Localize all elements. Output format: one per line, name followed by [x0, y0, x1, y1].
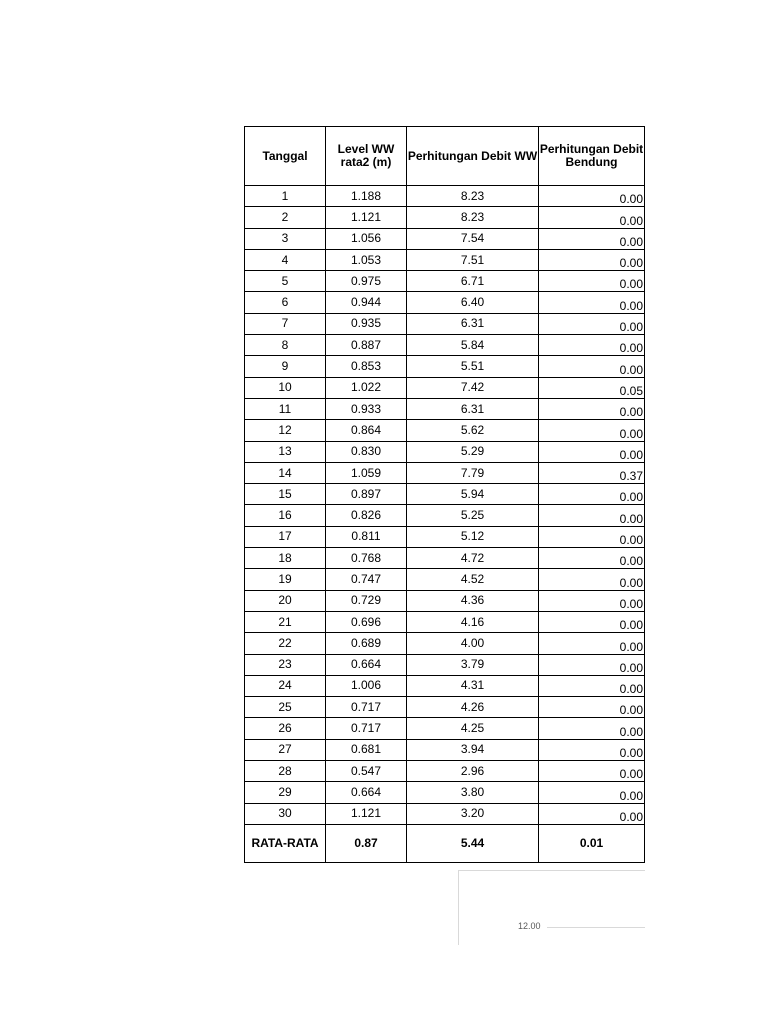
- cell-level-ww: 0.664: [326, 782, 407, 803]
- cell-tanggal: 19: [245, 569, 326, 590]
- cell-tanggal: 28: [245, 761, 326, 782]
- cell-tanggal: 3: [245, 228, 326, 249]
- cell-debit-bendung: 0.00: [539, 249, 645, 270]
- table-row: [245, 782, 645, 803]
- table-row: [245, 356, 645, 377]
- cell-debit-bendung: 0.00: [539, 569, 645, 590]
- cell-debit-bendung: 0.00: [539, 739, 645, 760]
- cell-level-ww: 0.664: [326, 654, 407, 675]
- cell-tanggal: 9: [245, 356, 326, 377]
- table-row: [245, 803, 645, 824]
- cell-debit-bendung: 0.00: [539, 697, 645, 718]
- cell-debit-ww: 4.26: [407, 697, 539, 718]
- table-row: [245, 718, 645, 739]
- cell-tanggal: 5: [245, 271, 326, 292]
- cell-debit-ww: 7.79: [407, 462, 539, 483]
- cell-debit-bendung: 0.00: [539, 505, 645, 526]
- cell-tanggal: 1: [245, 186, 326, 207]
- table-row: [245, 611, 645, 632]
- cell-debit-bendung: 0.00: [539, 271, 645, 292]
- cell-level-ww: 0.689: [326, 633, 407, 654]
- cell-debit-ww: 4.31: [407, 675, 539, 696]
- cell-debit-ww: 6.40: [407, 292, 539, 313]
- average-debit-ww: 5.44: [407, 824, 539, 862]
- cell-debit-ww: 5.29: [407, 441, 539, 462]
- cell-debit-ww: 5.25: [407, 505, 539, 526]
- cell-debit-ww: 7.42: [407, 377, 539, 398]
- cell-tanggal: 26: [245, 718, 326, 739]
- cell-debit-bendung: 0.00: [539, 292, 645, 313]
- cell-level-ww: 0.811: [326, 526, 407, 547]
- cell-tanggal: 8: [245, 335, 326, 356]
- cell-debit-ww: 6.31: [407, 398, 539, 419]
- cell-tanggal: 27: [245, 739, 326, 760]
- average-row: [245, 824, 645, 862]
- cell-debit-bendung: 0.00: [539, 207, 645, 228]
- cell-tanggal: 13: [245, 441, 326, 462]
- cell-debit-bendung: 0.00: [539, 186, 645, 207]
- cell-tanggal: 2: [245, 207, 326, 228]
- cell-debit-bendung: 0.00: [539, 654, 645, 675]
- cell-level-ww: 0.887: [326, 335, 407, 356]
- cell-debit-ww: 3.94: [407, 739, 539, 760]
- table-row: [245, 484, 645, 505]
- cell-tanggal: 15: [245, 484, 326, 505]
- table-row: [245, 654, 645, 675]
- cell-debit-ww: 4.25: [407, 718, 539, 739]
- cell-debit-ww: 8.23: [407, 186, 539, 207]
- cell-debit-ww: 3.80: [407, 782, 539, 803]
- cell-tanggal: 10: [245, 377, 326, 398]
- table-row: [245, 249, 645, 270]
- cell-level-ww: 0.830: [326, 441, 407, 462]
- cell-level-ww: 0.729: [326, 590, 407, 611]
- table-row: [245, 377, 645, 398]
- cell-tanggal: 7: [245, 313, 326, 334]
- cell-debit-ww: 3.20: [407, 803, 539, 824]
- cell-level-ww: 0.935: [326, 313, 407, 334]
- cell-tanggal: 22: [245, 633, 326, 654]
- cell-tanggal: 24: [245, 675, 326, 696]
- cell-debit-ww: 6.71: [407, 271, 539, 292]
- cell-tanggal: 11: [245, 398, 326, 419]
- cell-tanggal: 23: [245, 654, 326, 675]
- cell-debit-ww: 7.51: [407, 249, 539, 270]
- header-debit-ww: Perhitungan Debit WW: [407, 127, 539, 186]
- header-level-ww: Level WW rata2 (m): [326, 127, 407, 186]
- table-row: [245, 335, 645, 356]
- cell-debit-bendung: 0.00: [539, 718, 645, 739]
- cell-debit-ww: 3.79: [407, 654, 539, 675]
- cell-debit-bendung: 0.00: [539, 782, 645, 803]
- cell-debit-ww: 5.94: [407, 484, 539, 505]
- table-row: [245, 633, 645, 654]
- table-row: [245, 398, 645, 419]
- cell-tanggal: 18: [245, 548, 326, 569]
- cell-debit-bendung: 0.00: [539, 313, 645, 334]
- cell-level-ww: 0.897: [326, 484, 407, 505]
- cell-level-ww: 0.717: [326, 697, 407, 718]
- cell-debit-ww: 4.36: [407, 590, 539, 611]
- cell-debit-bendung: 0.00: [539, 420, 645, 441]
- average-level-ww: 0.87: [326, 824, 407, 862]
- chart-y-tick-label: 12.00: [518, 921, 541, 931]
- table-row: [245, 675, 645, 696]
- cell-level-ww: 0.826: [326, 505, 407, 526]
- cell-debit-bendung: 0.37: [539, 462, 645, 483]
- cell-level-ww: 0.768: [326, 548, 407, 569]
- table-row: [245, 420, 645, 441]
- header-row: [245, 127, 645, 186]
- table-row: [245, 207, 645, 228]
- cell-tanggal: 30: [245, 803, 326, 824]
- cell-level-ww: 1.059: [326, 462, 407, 483]
- cell-level-ww: 1.056: [326, 228, 407, 249]
- cell-debit-ww: 4.72: [407, 548, 539, 569]
- cell-debit-bendung: 0.00: [539, 611, 645, 632]
- cell-level-ww: 0.696: [326, 611, 407, 632]
- cell-debit-bendung: 0.00: [539, 335, 645, 356]
- table-row: [245, 739, 645, 760]
- cell-level-ww: 0.747: [326, 569, 407, 590]
- cell-debit-bendung: 0.00: [539, 228, 645, 249]
- cell-tanggal: 17: [245, 526, 326, 547]
- cell-level-ww: 0.547: [326, 761, 407, 782]
- cell-tanggal: 29: [245, 782, 326, 803]
- cell-level-ww: 0.864: [326, 420, 407, 441]
- table-row: [245, 526, 645, 547]
- data-table: [244, 126, 645, 863]
- cell-tanggal: 21: [245, 611, 326, 632]
- table-row: [245, 292, 645, 313]
- cell-debit-bendung: 0.00: [539, 526, 645, 547]
- cell-debit-ww: 8.23: [407, 207, 539, 228]
- table-row: [245, 569, 645, 590]
- header-debit-bendung: Perhitungan Debit Bendung: [539, 127, 645, 186]
- cell-debit-ww: 2.96: [407, 761, 539, 782]
- cell-level-ww: 0.717: [326, 718, 407, 739]
- table-row: [245, 228, 645, 249]
- cell-level-ww: 1.121: [326, 803, 407, 824]
- cell-tanggal: 4: [245, 249, 326, 270]
- cell-level-ww: 1.121: [326, 207, 407, 228]
- cell-tanggal: 20: [245, 590, 326, 611]
- cell-debit-bendung: 0.00: [539, 633, 645, 654]
- cell-level-ww: 1.188: [326, 186, 407, 207]
- cell-debit-bendung: 0.00: [539, 484, 645, 505]
- cell-level-ww: 0.975: [326, 271, 407, 292]
- cell-debit-bendung: 0.05: [539, 377, 645, 398]
- cell-debit-bendung: 0.00: [539, 441, 645, 462]
- table-row: [245, 548, 645, 569]
- table-row: [245, 462, 645, 483]
- cell-level-ww: 1.006: [326, 675, 407, 696]
- cell-debit-ww: 7.54: [407, 228, 539, 249]
- cell-debit-ww: 4.00: [407, 633, 539, 654]
- cell-debit-bendung: 0.00: [539, 761, 645, 782]
- cell-debit-ww: 4.16: [407, 611, 539, 632]
- table-row: [245, 313, 645, 334]
- average-label: RATA-RATA: [245, 824, 326, 862]
- table-row: [245, 761, 645, 782]
- cell-debit-ww: 6.31: [407, 313, 539, 334]
- cell-debit-ww: 5.84: [407, 335, 539, 356]
- cell-level-ww: 0.853: [326, 356, 407, 377]
- header-tanggal: Tanggal: [245, 127, 326, 186]
- table-row: [245, 271, 645, 292]
- cell-debit-ww: 5.51: [407, 356, 539, 377]
- table-row: [245, 441, 645, 462]
- table-row: [245, 697, 645, 718]
- cell-tanggal: 25: [245, 697, 326, 718]
- table-row: [245, 186, 645, 207]
- cell-debit-ww: 5.62: [407, 420, 539, 441]
- cell-tanggal: 14: [245, 462, 326, 483]
- cell-tanggal: 6: [245, 292, 326, 313]
- chart-gridline: [547, 927, 645, 928]
- table-row: [245, 505, 645, 526]
- cell-debit-bendung: 0.00: [539, 356, 645, 377]
- cell-debit-bendung: 0.00: [539, 675, 645, 696]
- chart-fragment: [458, 870, 645, 945]
- cell-tanggal: 16: [245, 505, 326, 526]
- cell-debit-bendung: 0.00: [539, 803, 645, 824]
- average-debit-bendung: 0.01: [539, 824, 645, 862]
- cell-debit-bendung: 0.00: [539, 590, 645, 611]
- cell-level-ww: 0.681: [326, 739, 407, 760]
- table-row: [245, 590, 645, 611]
- cell-level-ww: 1.022: [326, 377, 407, 398]
- cell-debit-bendung: 0.00: [539, 398, 645, 419]
- cell-tanggal: 12: [245, 420, 326, 441]
- cell-debit-bendung: 0.00: [539, 548, 645, 569]
- cell-level-ww: 1.053: [326, 249, 407, 270]
- cell-level-ww: 0.944: [326, 292, 407, 313]
- cell-debit-ww: 5.12: [407, 526, 539, 547]
- cell-level-ww: 0.933: [326, 398, 407, 419]
- cell-debit-ww: 4.52: [407, 569, 539, 590]
